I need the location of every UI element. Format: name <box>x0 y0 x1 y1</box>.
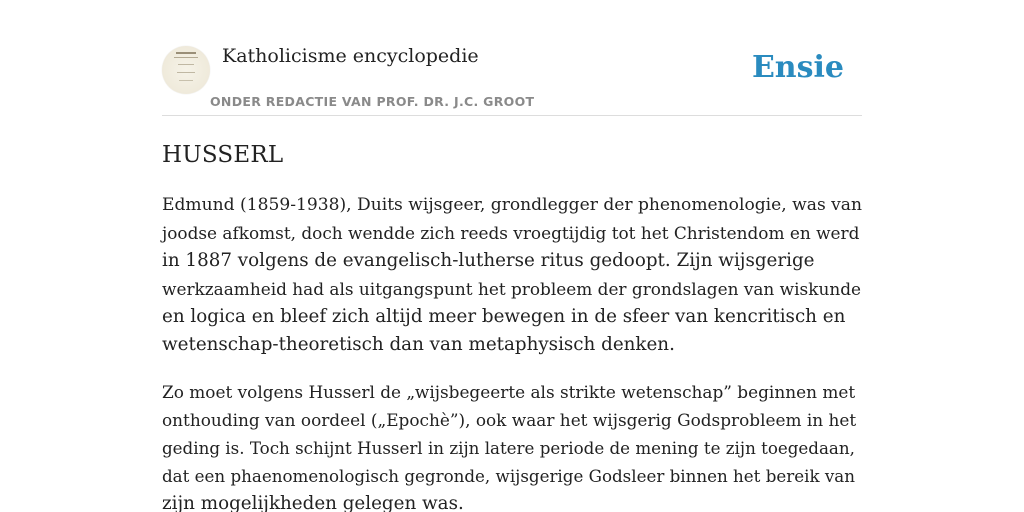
encyclopedia-title-link[interactable]: Katholicisme encyclopedie <box>222 45 479 67</box>
paragraph-line: en logica en bleef zich altijd meer bewegen in de sfeer van kencritisch en <box>162 306 846 327</box>
paragraph-line: zijn mogelijkheden gelegen was. <box>162 493 464 512</box>
paragraph-line: geding is. Toch schijnt Husserl in zijn latere periode de mening te zijn toegedaan, <box>162 438 855 458</box>
content-column <box>162 0 862 512</box>
paragraph-line: Edmund (1859-1938), Duits wijsgeer, grondlegger der phenomenologie, was van <box>162 195 863 215</box>
paragraph-line: in 1887 volgens de evangelisch-lutherse ritus gedoopt. Zijn wijsgerige <box>162 250 815 271</box>
ensie-logo-link[interactable]: Ensie <box>751 50 844 85</box>
paragraph-line: dat een phaenomenologisch gegronde, wijsgerige Godsleer binnen het bereik van <box>162 466 855 486</box>
paragraph-line: Zo moet volgens Husserl de „wijsbegeerte als strikte wetenschap” beginnen met <box>162 382 856 402</box>
editor-subtitle: ONDER REDACTIE VAN PROF. DR. J.C. GROOT <box>210 94 535 109</box>
paragraph-line: wetenschap-theoretisch dan van metaphysisch denken. <box>162 334 675 355</box>
article-title: HUSSERL <box>162 142 284 168</box>
paragraph-line: onthouding van oordeel („Epochè”), ook waar het wijsgerig Godsprobleem in het <box>162 410 857 430</box>
article-paragraph <box>162 191 862 359</box>
book-cover-thumbnail-icon[interactable] <box>162 46 210 94</box>
site-header <box>162 0 862 116</box>
paragraph-line: werkzaamheid had als uitgangspunt het probleem der grondslagen van wiskunde <box>162 279 862 299</box>
article-paragraph <box>162 378 862 512</box>
paragraph-line: joodse afkomst, doch wendde zich reeds vroegtijdig tot het Christendom en werd <box>162 223 860 243</box>
